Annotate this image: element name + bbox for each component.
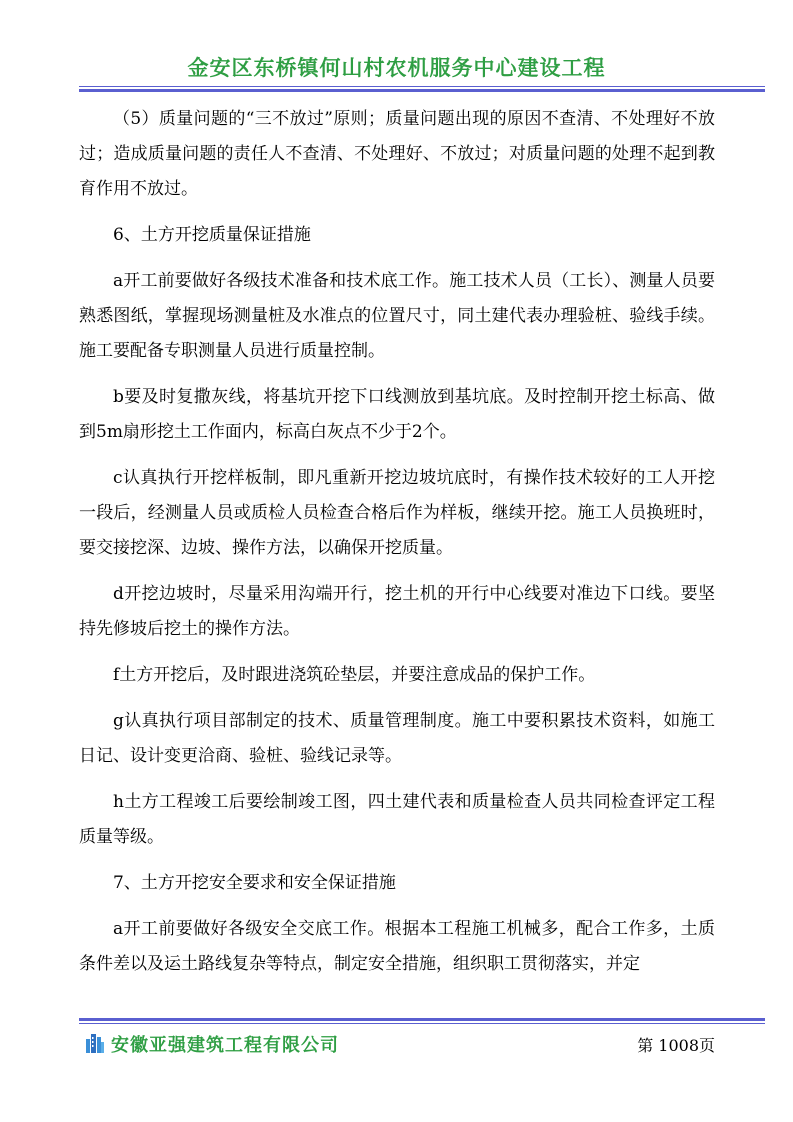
section-heading: 6、土方开挖质量保证措施 — [113, 225, 311, 245]
paragraph: （5）质量问题的“三不放过”原则；质量问题出现的原因不查清、不处理好不放过；造成质量问题的责任人不查清、不处理好、不放过；对质量问题的处理不起到教育作用不放过。 — [79, 109, 715, 199]
paragraph: h土方工程竣工后要绘制竣工图，四土建代表和质量检查人员共同检查评定工程质量等级。 — [79, 792, 715, 847]
page-number: 第 1008页 — [637, 1036, 715, 1055]
company-name: 安徽亚强建筑工程有限公司 — [111, 1035, 339, 1056]
building-logo-icon — [85, 1031, 105, 1053]
header-title: 金安区东桥镇何山村农机服务中心建设工程 — [187, 56, 606, 80]
section-heading: 7、土方开挖安全要求和安全保证措施 — [113, 873, 396, 893]
paragraph: b要及时复撒灰线，将基坑开挖下口线测放到基坑底。及时控制开挖土标高、做到5m扇形挖土工作面内，标高白灰点不少于2个。 — [79, 387, 715, 442]
paragraph: c认真执行开挖样板制，即凡重新开挖边坡坑底时，有操作技术较好的工人开挖一段后，经测量人员或质检人员检查合格后作为样板，继续开挖。施工人员换班时，要交接挖深、边坡、操作方法，以确保开挖质量。 — [79, 468, 715, 558]
header-rule-thick — [79, 89, 765, 92]
header-rule-thin — [79, 86, 765, 87]
footer-rule-thin — [79, 1023, 765, 1024]
footer-rule-thick — [79, 1018, 765, 1021]
paragraph: d开挖边坡时，尽量采用沟端开行，挖土机的开行中心线要对准边下口线。要坚持先修坡后挖土的操作方法。 — [79, 584, 715, 639]
paragraph: g认真执行项目部制定的技术、质量管理制度。施工中要积累技术资料，如施工日记、设计变更洽商、验桩、验线记录等。 — [79, 711, 715, 766]
paragraph: a开工前要做好各级技术准备和技术底工作。施工技术人员（工长）、测量人员要熟悉图纸，掌握现场测量桩及水准点的位置尺寸，同土建代表办理验桩、验线手续。施工要配备专职测量人员进行质量控制。 — [79, 271, 715, 361]
paragraph: f土方开挖后，及时跟进浇筑砼垫层，并要注意成品的保护工作。 — [113, 665, 596, 685]
document-body — [79, 102, 715, 982]
page-footer — [79, 1030, 715, 1056]
paragraph: a开工前要做好各级安全交底工作。根据本工程施工机械多，配合工作多，土质条件差以及运土路线复杂等特点，制定安全措施，组织职工贯彻落实，并定 — [79, 919, 715, 974]
